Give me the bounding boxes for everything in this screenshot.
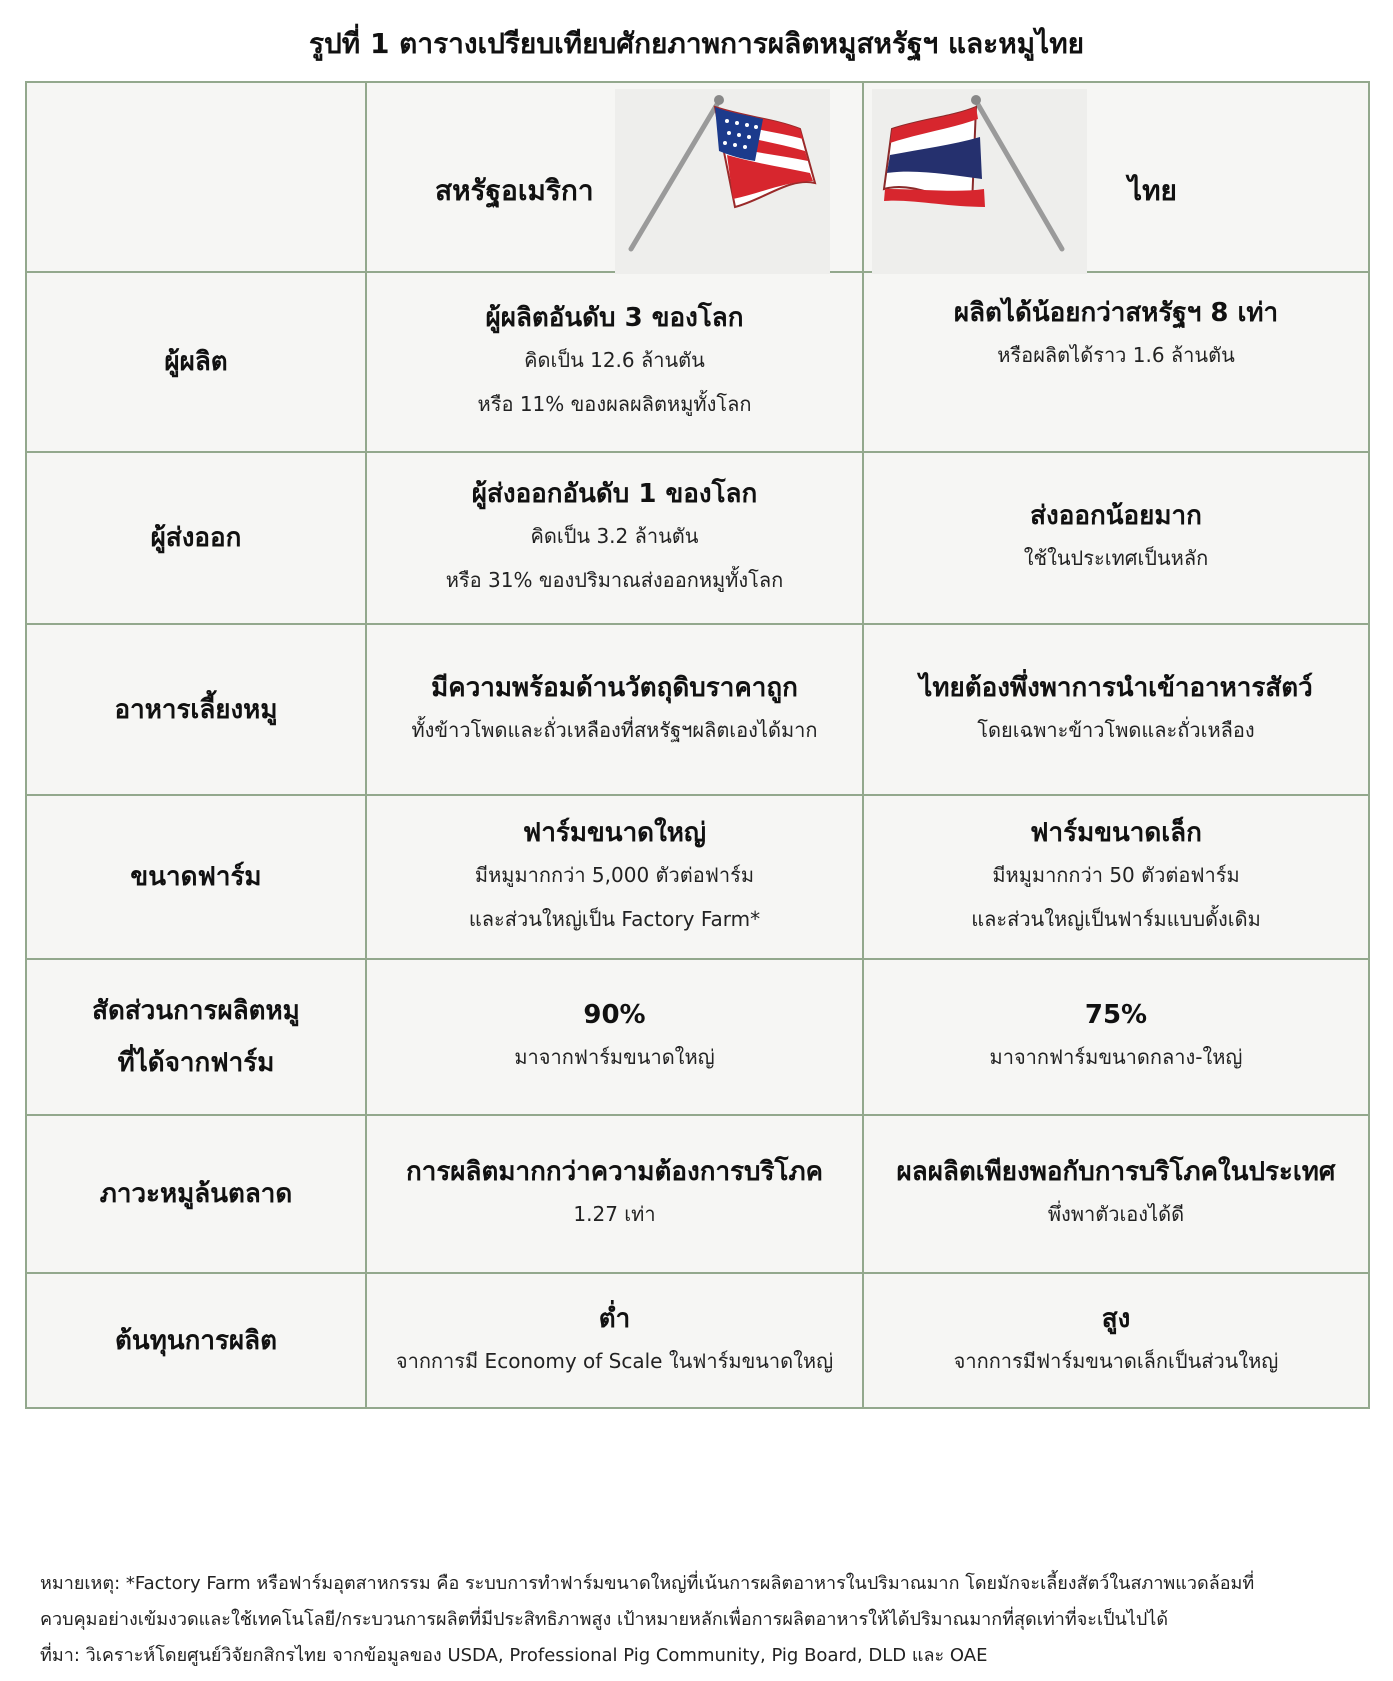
- us-cell-feed: มีความพร้อมด้านวัตถุดิบราคาถูก ทั้งข้าวโพดและถั่วเหลืองที่สหรัฐฯผลิตเองได้มาก: [366, 624, 863, 795]
- header-row: [26, 82, 1369, 272]
- table-row: [26, 1115, 1369, 1273]
- thai-cell-oversupply: ผลผลิตเพียงพอกับการบริโภคในประเทศ พึ่งพาตัวเองได้ดี: [863, 1115, 1369, 1273]
- table-row: [26, 1273, 1369, 1408]
- us-cell-producer: ผู้ผลิตอันดับ 3 ของโลก คิดเป็น 12.6 ล้านตัน หรือ 11% ของผลผลิตหมูทั้งโลก: [366, 272, 863, 452]
- us-cell-production-share: 90% มาจากฟาร์มขนาดใหญ่: [366, 959, 863, 1115]
- row-label-feed: อาหารเลี้ยงหมู: [26, 624, 366, 795]
- us-cell-production-cost: ต่ำ จากการมี Economy of Scale ในฟาร์มขนาดใหญ่: [366, 1273, 863, 1408]
- table-row: [26, 959, 1369, 1115]
- us-cell-exporter: ผู้ส่งออกอันดับ 1 ของโลก คิดเป็น 3.2 ล้านตัน หรือ 31% ของปริมาณส่งออกหมูทั้งโลก: [366, 452, 863, 624]
- row-label-oversupply: ภาวะหมูล้นตลาด: [26, 1115, 366, 1273]
- us-cell-farm-size: ฟาร์มขนาดใหญ่ มีหมูมากกว่า 5,000 ตัวต่อฟาร์ม และส่วนใหญ่เป็น Factory Farm*: [366, 795, 863, 959]
- thai-cell-farm-size: ฟาร์มขนาดเล็ก มีหมูมากกว่า 50 ตัวต่อฟาร์ม และส่วนใหญ่เป็นฟาร์มแบบดั้งเดิม: [863, 795, 1369, 959]
- thai-cell-exporter: ส่งออกน้อยมาก ใช้ในประเทศเป็นหลัก: [863, 452, 1369, 624]
- us-header-cell: [366, 82, 863, 272]
- thai-header-cell: [863, 82, 1369, 272]
- table-row: [26, 795, 1369, 959]
- table-row: [26, 624, 1369, 795]
- thai-cell-producer: ผลิตได้น้อยกว่าสหรัฐฯ 8 เท่า หรือผลิตได้ราว 1.6 ล้านตัน: [863, 272, 1369, 452]
- row-label-production-cost: ต้นทุนการผลิต: [26, 1273, 366, 1408]
- us-country-label: สหรัฐอเมริกา: [435, 174, 594, 207]
- thai-country-label: ไทย: [1128, 174, 1177, 207]
- table-row: [26, 272, 1369, 452]
- us-flag-icon: [615, 89, 830, 274]
- footnote-line-1: หมายเหตุ: *Factory Farm หรือฟาร์มอุตสาหกรรม คือ ระบบการทำฟาร์มขนาดใหญ่ที่เน้นการผลิตอาหารในปริมาณมาก โดยมักจะเลี้ยงสัตว์ในสภาพแวดล้อมที่: [40, 1573, 1255, 1594]
- thai-cell-feed: ไทยต้องพึ่งพาการนำเข้าอาหารสัตว์ โดยเฉพาะข้าวโพดและถั่วเหลือง: [863, 624, 1369, 795]
- row-label-exporter: ผู้ส่งออก: [26, 452, 366, 624]
- row-label-farm-size: ขนาดฟาร์ม: [26, 795, 366, 959]
- empty-corner-cell: [26, 82, 366, 272]
- row-label-producer: ผู้ผลิต: [26, 272, 366, 452]
- table-row: [26, 452, 1369, 624]
- comparison-table: [25, 81, 1370, 1409]
- row-label-production-share: สัดส่วนการผลิตหมู ที่ได้จากฟาร์ม: [26, 959, 366, 1115]
- figure-title: รูปที่ 1 ตารางเปรียบเทียบศักยภาพการผลิตหมูสหรัฐฯ และหมูไทย: [308, 27, 1085, 60]
- us-cell-oversupply: การผลิตมากกว่าความต้องการบริโภค 1.27 เท่า: [366, 1115, 863, 1273]
- footnote-line-2: ควบคุมอย่างเข้มงวดและใช้เทคโนโลยี/กระบวนการผลิตที่มีประสิทธิภาพสูง เป้าหมายหลักเพื่อการผลิตอาหารให้ได้ปริมาณมากที่สุดเท่าที่จะเป็นไปได้: [40, 1609, 1169, 1630]
- source-line: ที่มา: วิเคราะห์โดยศูนย์วิจัยกสิกรไทย จากข้อมูลของ USDA, Professional Pig Community, Pig Board, DLD และ OAE: [40, 1645, 988, 1666]
- thai-cell-production-cost: สูง จากการมีฟาร์มขนาดเล็กเป็นส่วนใหญ่: [863, 1273, 1369, 1408]
- thai-cell-production-share: 75% มาจากฟาร์มขนาดกลาง-ใหญ่: [863, 959, 1369, 1115]
- thai-flag-icon: [872, 89, 1087, 274]
